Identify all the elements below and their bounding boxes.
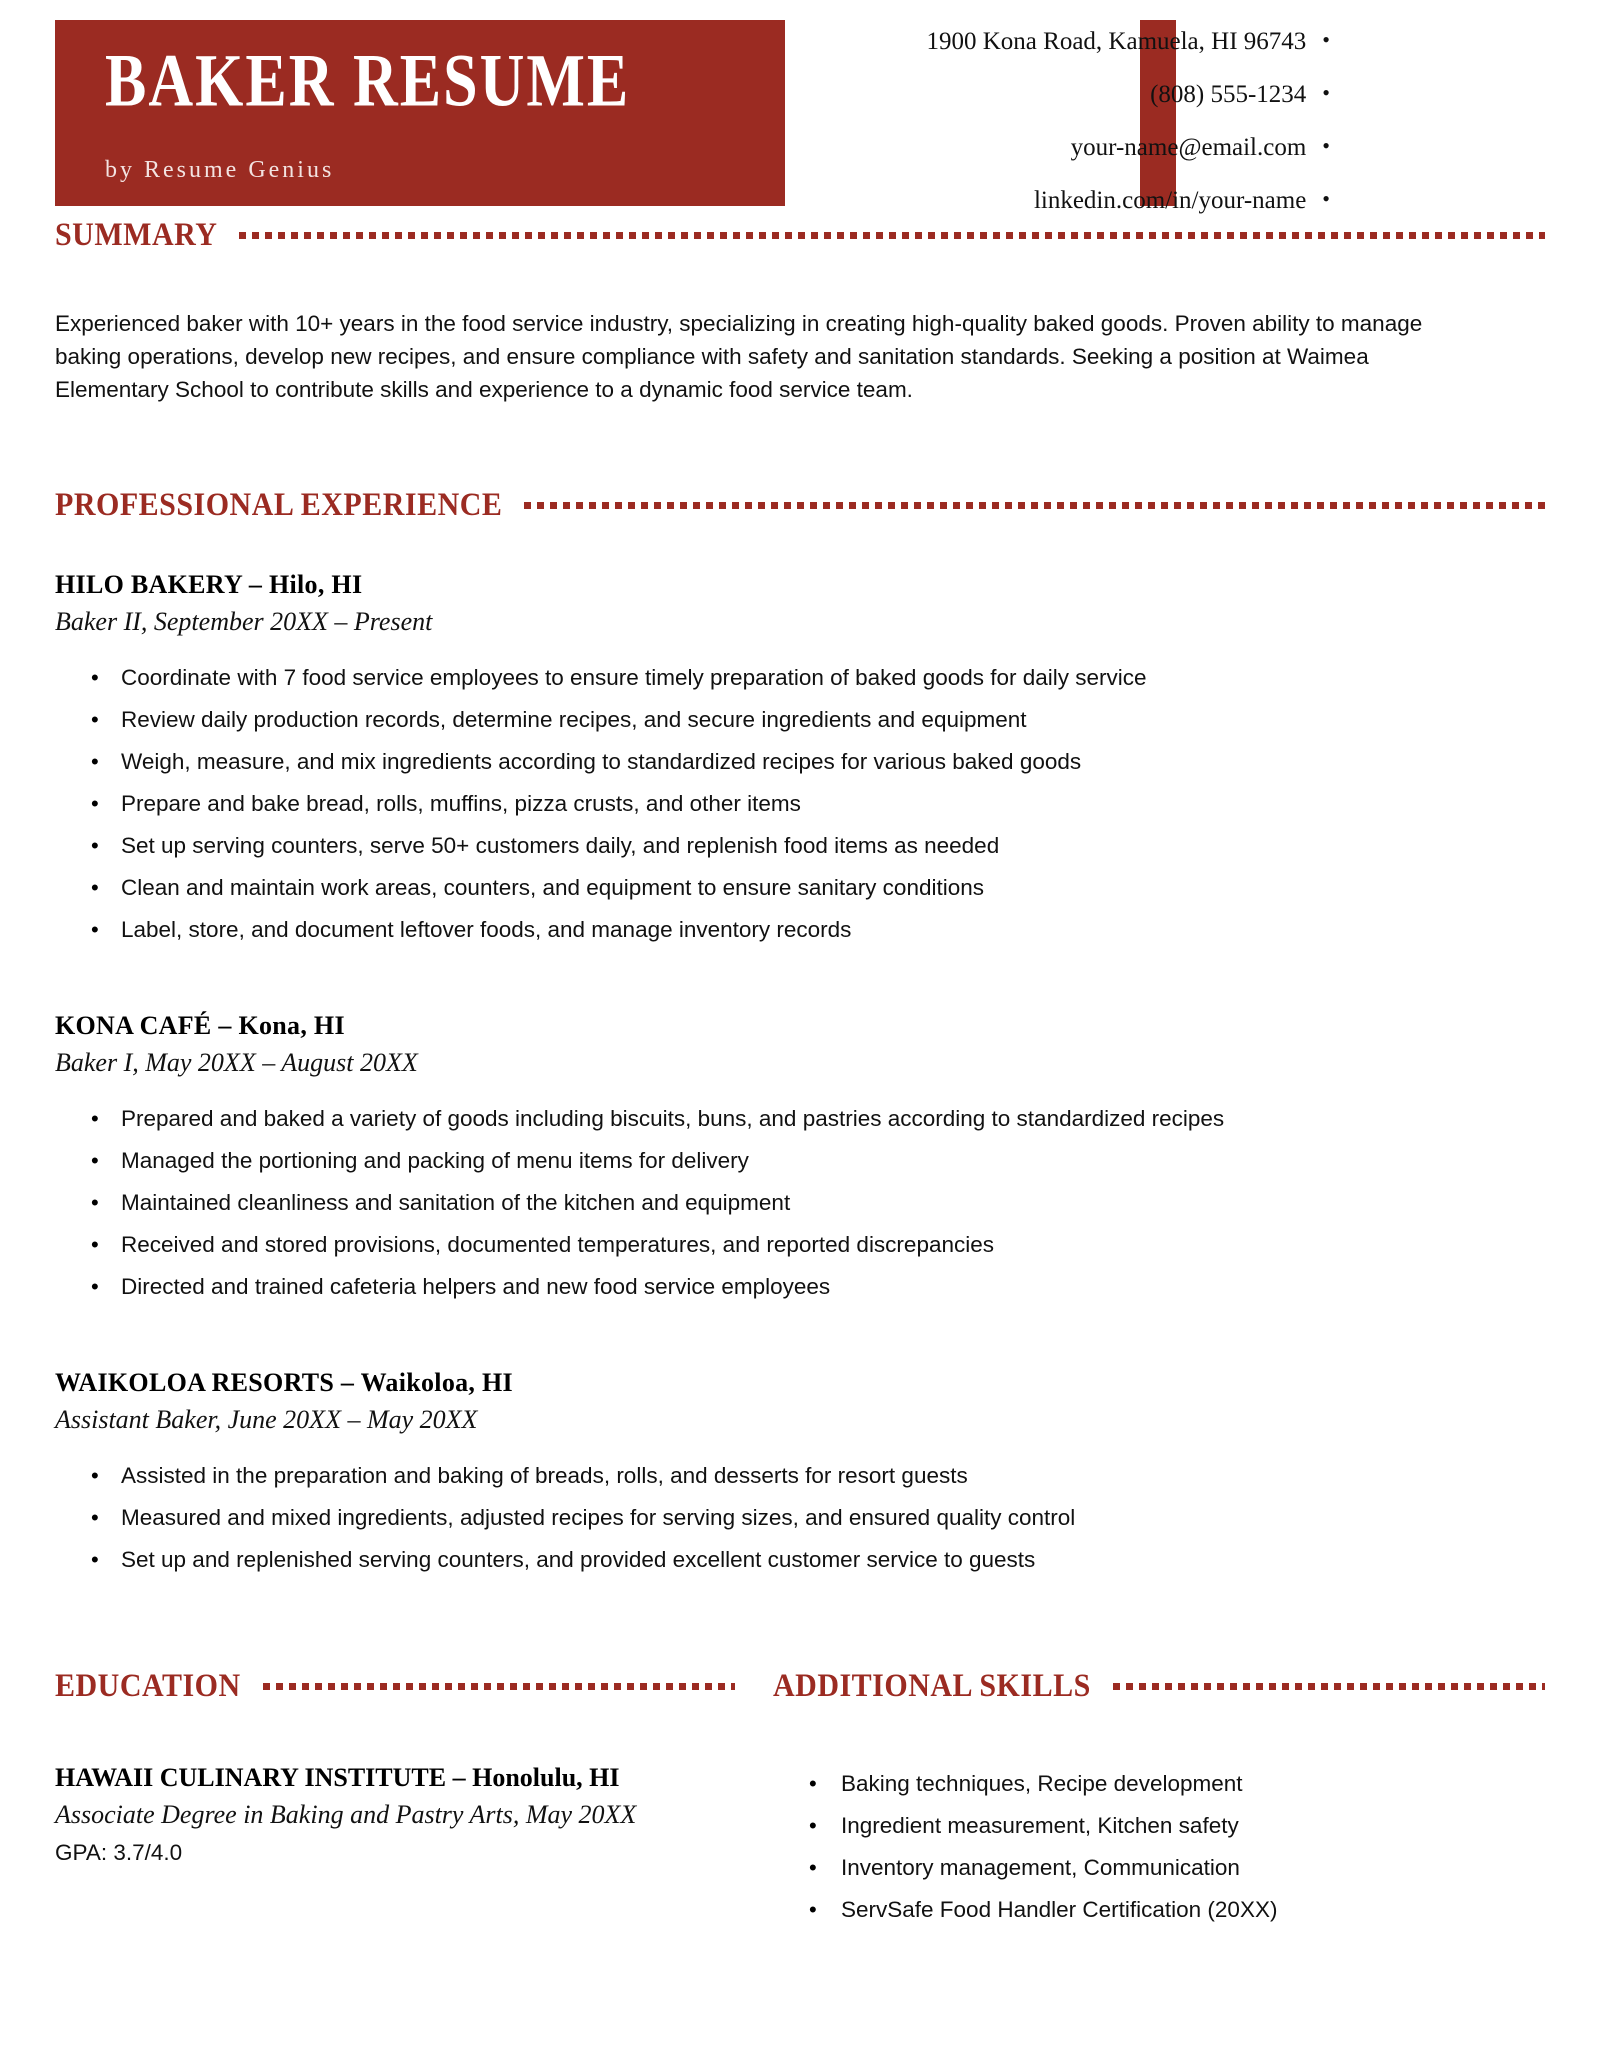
section-title-skills: ADDITIONAL SKILLS	[773, 1667, 1091, 1704]
job-meta: Assistant Baker, June 20XX – May 20XX	[55, 1405, 478, 1434]
bullet-icon: •	[1322, 133, 1330, 158]
list-item: • Directed and trained cafeteria helpers and new food service employees	[55, 1266, 1545, 1308]
list-item: • Maintained cleanliness and sanitation of the kitchen and equipment	[55, 1182, 1545, 1224]
summary-text: Experienced baker with 10+ years in the food service industry, specializing in creating high-quality baked goods. Proven ability to manage baking operations, develop new recipes, and ensure compliance with safety and sanitation standards. Seeking a position at Waimea Elementary School to contribute skills and experience to a dynamic food service team.	[55, 311, 1423, 402]
experience-entry	[55, 570, 1545, 951]
resume-body	[0, 218, 1600, 1931]
contact-line-address	[700, 14, 1330, 67]
contact-text[interactable]: your-name@email.com	[1070, 134, 1307, 161]
list-item: • Prepared and baked a variety of goods including biscuits, buns, and pastries according to standardized recipes	[55, 1098, 1545, 1140]
section-title-summary: SUMMARY	[55, 216, 218, 253]
contact-line-email[interactable]	[700, 120, 1330, 173]
dotted-rule	[239, 232, 1545, 239]
education-entry	[55, 1763, 735, 1871]
section-title-education: EDUCATION	[55, 1667, 241, 1704]
list-item: • Review daily production records, determine recipes, and secure ingredients and equipment	[55, 699, 1545, 741]
education-column	[55, 1669, 773, 1931]
list-item: • Set up serving counters, serve 50+ customers daily, and replenish food items as needed	[55, 825, 1545, 867]
title-banner	[55, 20, 785, 206]
job-company: HILO BAKERY – Hilo, HI	[55, 570, 363, 599]
list-item: • Set up and replenished serving counters, and provided excellent customer service to guests	[55, 1539, 1545, 1581]
list-item: • Ingredient measurement, Kitchen safety	[773, 1805, 1545, 1847]
section-header-education	[55, 1669, 735, 1703]
list-item: • Managed the portioning and packing of menu items for delivery	[55, 1140, 1545, 1182]
section-title-experience: PROFESSIONAL EXPERIENCE	[55, 486, 503, 523]
list-item: • Received and stored provisions, documented temperatures, and reported discrepancies	[55, 1224, 1545, 1266]
contact-line-phone	[700, 67, 1330, 120]
section-header-skills	[773, 1669, 1545, 1703]
list-item: • Coordinate with 7 food service employees to ensure timely preparation of baked goods for daily service	[55, 657, 1545, 699]
resume-header	[0, 0, 1600, 218]
bullet-icon: •	[1322, 186, 1330, 211]
contact-text[interactable]: linkedin.com/in/your-name	[1033, 187, 1307, 214]
bottom-columns	[55, 1669, 1545, 1931]
list-item: • Label, store, and document leftover foods, and manage inventory records	[55, 909, 1545, 951]
education-degree: Associate Degree in Baking and Pastry Arts, May 20XX	[55, 1800, 637, 1829]
job-bullet-list	[55, 1098, 1545, 1308]
experience-entry	[55, 1368, 1545, 1581]
skills-column	[773, 1669, 1545, 1931]
job-company: WAIKOLOA RESORTS – Waikoloa, HI	[55, 1368, 513, 1397]
education-gpa: GPA: 3.7/4.0	[55, 1840, 183, 1865]
list-item: • Weigh, measure, and mix ingredients according to standardized recipes for various baked goods	[55, 741, 1545, 783]
list-item: • Baking techniques, Recipe development	[773, 1763, 1545, 1805]
job-company: KONA CAFÉ – Kona, HI	[55, 1011, 345, 1040]
list-item: • ServSafe Food Handler Certification (20XX)	[773, 1889, 1545, 1931]
contact-line-linkedin[interactable]	[700, 173, 1330, 226]
byline: by Resume Genius	[105, 157, 335, 184]
dotted-rule	[524, 502, 1545, 509]
skills-list	[773, 1763, 1545, 1931]
list-item: • Prepare and bake bread, rolls, muffins, pizza crusts, and other items	[55, 783, 1545, 825]
contact-block	[700, 14, 1600, 226]
dotted-rule	[263, 1683, 735, 1690]
dotted-rule	[1113, 1683, 1545, 1690]
job-meta: Baker II, September 20XX – Present	[55, 607, 433, 636]
contact-text: 1900 Kona Road, Kamuela, HI 96743	[926, 28, 1307, 55]
list-item: • Measured and mixed ingredients, adjusted recipes for serving sizes, and ensured quality control	[55, 1497, 1545, 1539]
contact-text: (808) 555-1234	[1150, 81, 1307, 108]
list-item: • Assisted in the preparation and baking of breads, rolls, and desserts for resort guests	[55, 1455, 1545, 1497]
education-school: HAWAII CULINARY INSTITUTE – Honolulu, HI	[55, 1763, 620, 1792]
job-meta: Baker I, May 20XX – August 20XX	[55, 1048, 418, 1077]
job-bullet-list	[55, 1455, 1545, 1581]
bullet-icon: •	[1322, 27, 1330, 52]
list-item: • Inventory management, Communication	[773, 1847, 1545, 1889]
section-header-experience	[55, 488, 1545, 522]
experience-entry	[55, 1011, 1545, 1308]
job-bullet-list	[55, 657, 1545, 951]
bullet-icon: •	[1322, 80, 1330, 105]
list-item: • Clean and maintain work areas, counters, and equipment to ensure sanitary conditions	[55, 867, 1545, 909]
page-title: BAKER RESUME	[105, 39, 631, 123]
